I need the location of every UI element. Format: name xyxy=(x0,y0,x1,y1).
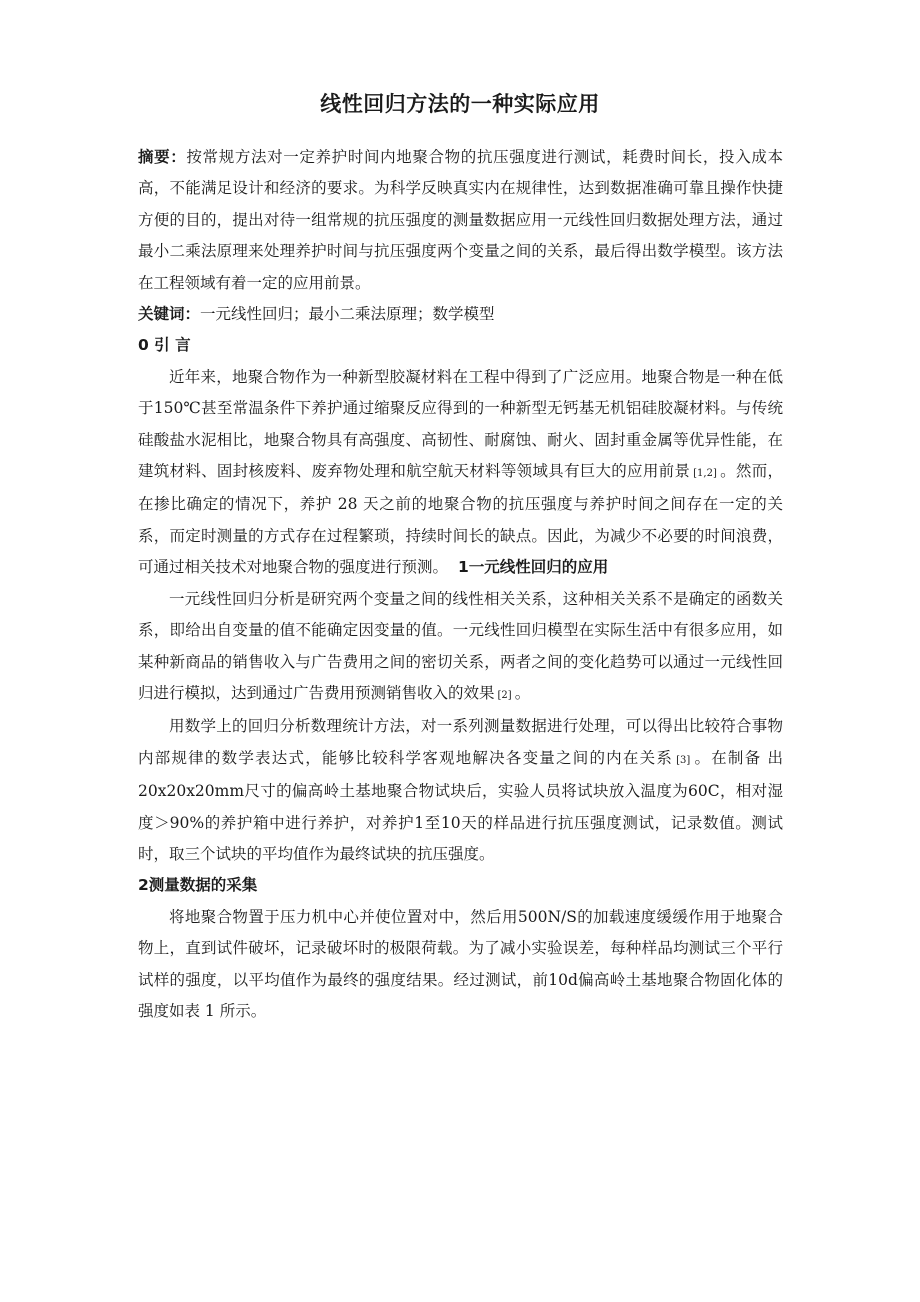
page-title: 线性回归方法的一种实际应用 xyxy=(320,92,600,116)
section-2-heading: 2测量数据的采集 xyxy=(138,876,258,895)
regression-text-part2: 。 xyxy=(514,683,531,702)
regression2-text-part1: 用数学上的回归分析数理统计方法，对一系列测量数据进行处理，可以得出比较符合事物内部规律的数学表达式，能够比较科学客观地解决各变量之间的内在关系 xyxy=(138,717,783,767)
keywords-paragraph xyxy=(138,299,783,330)
data-collection-paragraph: 将地聚合物置于压力机中心并使位置对中，然后用500N/S的加载速度缓缓作用于地聚合物上，直到试件破坏，记录破坏时的极限荷载。为了减小实验误差，每种样品均测试三个平行试样的强度，以平均值作为最终的强度结果。经过测试，前10d偏高岭土基地聚合物固化体的强度如表 1 所示。 xyxy=(138,907,783,1020)
citation-2: [2] xyxy=(497,689,512,701)
citation-1-2: [1,2] xyxy=(693,468,717,480)
regression2-text-part2: 。在制备 出20x20x20mm尺寸的偏高岭土基地聚合物试块后，实验人员将试块放入温度为60C，相对湿度＞90%的养护箱中进行养护，对养护1至10天的样品进行抗压强度测试，记录数值。测试时，取三个试块的平均值作为最终试块的抗压强度。 xyxy=(138,748,783,863)
section-0-heading: 0 引 言 xyxy=(138,336,191,355)
citation-3: [3] xyxy=(676,754,691,766)
intro-paragraph xyxy=(138,362,783,584)
intro-text-part2: 。然而，在掺比确定的情况下，养护 28 天之前的地聚合物的抗压强度与养护时间之间存在一定的关系，而定时测量的方式存在过程繁琐，持续时间长的缺点。因此，为减少不必要的时间浪费，可通过相关技术对地聚合物的强度进行预测。 xyxy=(138,462,783,577)
regression-text-part1: 一元线性回归分析是研究两个变量之间的线性相关关系，这种相关关系不是确定的函数关系，即给出自变量的值不能确定因变量的值。一元线性回归模型在实际生活中有很多应用，如某种新商品的销售收入与广告费用之间的密切关系，两者之间的变化趋势可以通过一元线性回归进行模拟，达到通过广告费用预测销售收入的效果 xyxy=(138,589,783,702)
intro-text-part1: 近年来，地聚合物作为一种新型胶凝材料在工程中得到了广泛应用。地聚合物是一种在低于150℃甚至常温条件下养护通过缩聚反应得到的一种新型无钙基无机铝硅胶凝材料。与传统硅酸盐水泥相比，地聚合物具有高强度、高韧性、耐腐蚀、耐火、固封重金属等优异性能，在建筑材料、固封核废料、废弃物处理和航空航天材料等领域具有巨大的应用前景 xyxy=(138,367,783,481)
keywords-label: 关键词： xyxy=(138,305,201,324)
document-body xyxy=(138,142,783,1027)
regression-paragraph-2 xyxy=(138,711,783,870)
abstract-paragraph xyxy=(138,142,783,299)
abstract-label: 摘要： xyxy=(138,148,187,166)
keywords-text: 一元线性回归；最小二乘法原理；数学模型 xyxy=(200,305,495,324)
section-1-heading: 1一元线性回归的应用 xyxy=(458,558,609,577)
regression-paragraph-1 xyxy=(138,584,783,712)
abstract-text: 按常规方法对一定养护时间内地聚合物的抗压强度进行测试，耗费时间长，投入成本高，不能满足设计和经济的要求。为科学反映真实内在规律性，达到数据准确可靠且操作快捷方便的目的，提出对待一组常规的抗压强度的测量数据应用一元线性回归数据处理方法，通过最小二乘法原理来处理养护时间与抗压强度两个变量之间的关系，最后得出数学模型。该方法在工程领域有着一定的应用前景。 xyxy=(138,148,783,292)
